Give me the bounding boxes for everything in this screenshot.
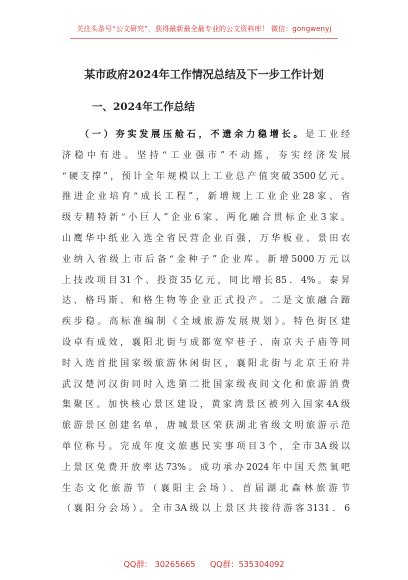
paragraph-first-line [62, 125, 350, 146]
paragraph-line: “硬支撑”，预计全年规模以上工业总产值突破3500亿元。 [62, 171, 350, 182]
document-title: 某市政府2024年工作情况总结及下一步工作计划 [84, 68, 324, 81]
header-divider [70, 38, 338, 39]
header-banner: 关注头条号“公文研究”，获得最新最全最专业的公文资料库！ 微信：gongwenyj [76, 25, 332, 33]
paragraph-line: 推进企业培育“成长工程”，新增规上工业企业28家、省 [62, 192, 350, 203]
paragraph-line: 旅游景区创建名单，唐城景区荣获湖北省级文明旅游示范 [62, 421, 350, 432]
paragraph-line: 济稳中有进。坚持“工业强市”不动摇，夯实经济发展 [62, 150, 350, 161]
paragraph-line: 上景区免费开放率达73%。成功承办2024年中国天然氧吧 [62, 462, 350, 473]
paragraph-lead: （一）夯实发展压舱石，不遗余力稳增长。 [80, 130, 306, 140]
paragraph-line: （襄阳分会场）。全市3A级以上景区共接待游客3131．6 [62, 504, 350, 515]
paragraph-line: 集聚区。加快核心景区建设，黄家湾景区被列入国家4A级 [62, 400, 350, 411]
paragraph-line: 是工业经 [305, 130, 350, 140]
paragraph-line: 时入选首批国家级旅游休闲街区，襄阳北街与北京王府井 [62, 358, 350, 369]
footer-qq-group-2: QQ群：535304092 [210, 560, 285, 569]
paragraph-line: 疾步稳。高标准编制《全域旅游发展规划》。特色街区建 [62, 317, 350, 328]
paragraph-line: 业纳入省级上市后备“金种子”企业库。新增5000万元以 [62, 254, 350, 265]
section-heading: 一、2024年工作总结 [92, 101, 195, 113]
paragraph-line: 级专精特新“小巨人”企业6家、两化融合贯标企业3家。 [62, 213, 350, 224]
paragraph-line: 上技改项目31个、投资35亿元，同比增长85．4%。泰昇 [62, 275, 350, 286]
paragraph-line: 山鹰华中纸业入选全省民营企业百强，万华板业、景田农 [62, 233, 350, 244]
footer-qq-groups [0, 559, 408, 570]
footer-qq-group-1: QQ群： 30265665 [123, 560, 196, 569]
body-text [62, 125, 350, 520]
paragraph-line: 设卓有成效，襄阳北街与成都宽窄巷子、南京夫子庙等同 [62, 337, 350, 348]
paragraph-line: 生态文化旅游节（襄阳主会场）、首届湖北森林旅游节 [62, 483, 350, 494]
paragraph-line: 武汉楚河汉街同时入选第二批国家级夜间文化和旅游消费 [62, 379, 350, 390]
paragraph-line: 达、格玛斯、和格生物等企业正式投产。二是文旅融合蹄 [62, 296, 350, 307]
paragraph-line: 单位称号。完成年度文旅惠民实事项目3个，全市3A级以 [62, 441, 350, 452]
